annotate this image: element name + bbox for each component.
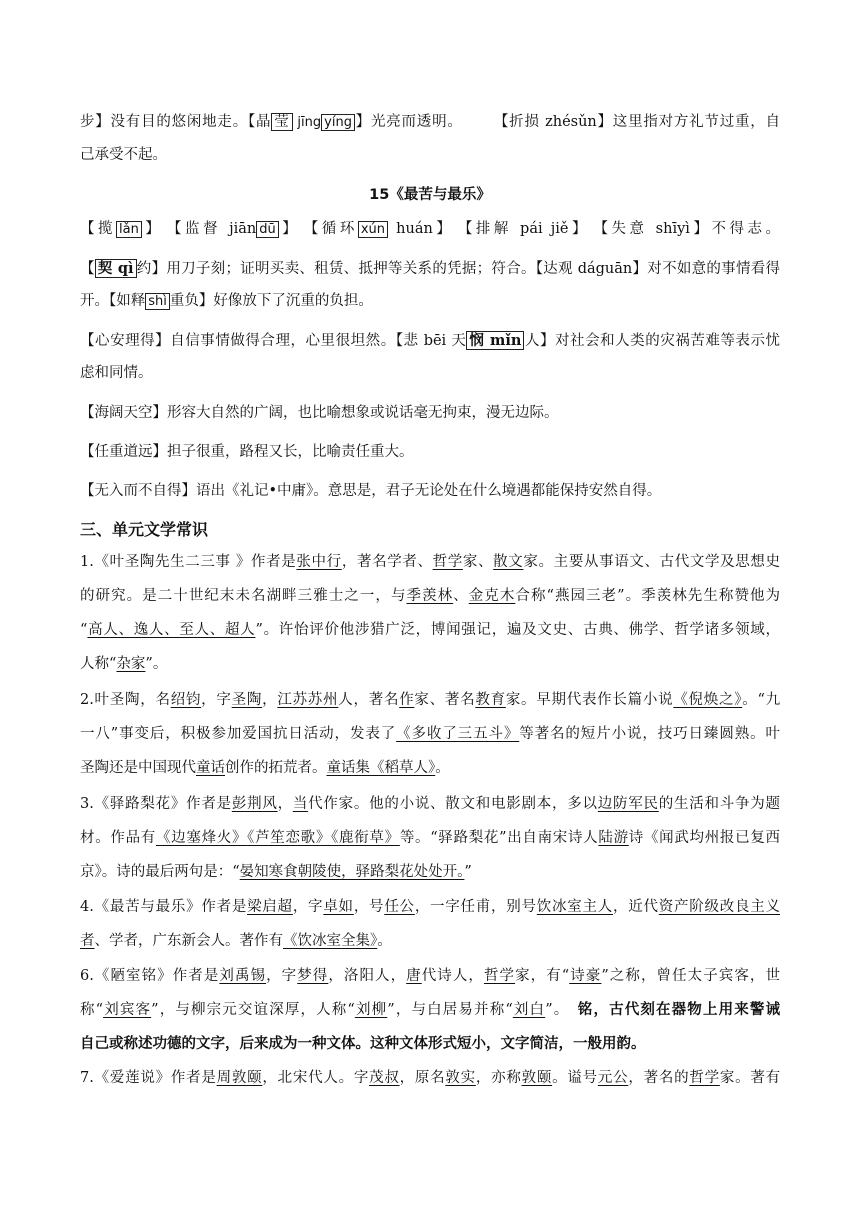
glossary-line: 己承受不起。: [80, 147, 167, 163]
text-line: 圣陶还是中国现代童话创作的拓荒者。童话集《稻草人》。: [80, 760, 450, 776]
boxed-pinyin: lǎn: [116, 221, 142, 238]
glossary-line: 【揽 lǎn 】 【监督 jiān dū 】 【循环 xún huán】 【排解 pái jiě】 【失意 shīyì】不得志。: [80, 221, 781, 237]
boxed-char: 莹: [271, 113, 292, 131]
boxed-pinyin: yíng: [321, 114, 355, 131]
lesson-title: 15《最苦与最乐》: [369, 187, 491, 203]
boxed-char: 契 qì: [95, 259, 137, 278]
glossary-line: 虑和同情。: [80, 365, 153, 381]
text-line: 者、学者，广东新会人。著作有《饮冰室全集》。: [80, 933, 392, 949]
glossary-line: 【 契 qì 约】用刀子刻；证明买卖、租赁、抵押等关系的凭据；符合。【达观 dáguān】对不如意的事情看得: [80, 260, 780, 277]
boxed-pinyin: shì: [145, 293, 170, 310]
text-line: 2.叶圣陶，名绍钧，字圣陶，江苏苏州人，著名作家、著名教育家。早期代表作长篇小说《倪焕之》。“九: [80, 692, 781, 708]
text-line: 一八”事变后，积极参加爱国抗日活动，发表了《多收了三五斗》等著名的短片小说，技巧日臻圆熟。叶: [80, 726, 780, 742]
text-line: 人称“杂家”。: [80, 656, 168, 672]
text-line: “高人、逸人、至人、超人”。许怡评价他涉猎广泛，博闻强记，遍及文史、古典、佛学、哲学诸多领域，: [80, 622, 781, 638]
text-line: 称“刘宾客”，与柳宗元交谊深厚，人称“刘柳”，与白居易并称“刘白”。 铭，古代刻在器物上用来警诫: [80, 1001, 781, 1018]
text-line: 4.《最苦与最乐》作者是梁启超，字卓如，号任公，一字任甫，别号饮冰室主人，近代资产阶级改良主义: [80, 899, 781, 915]
text-line: 6.《陋室铭》作者是刘禹锡，字梦得，洛阳人，唐代诗人，哲学家，有“诗豪”之称，曾任太子宾客，世: [80, 968, 780, 984]
glossary-line: 【心安理得】自信事情做得合理，心里很坦然。【悲 bēi 天 悯 mǐn 人】对社会和人类的灾祸苦难等表示忧: [80, 332, 781, 349]
text-line: 3.《驿路梨花》作者是彭荆风，当代作家。他的小说、散文和电影剧本，多以边防军民的生活和斗争为题: [80, 796, 781, 812]
boxed-char: 悯 mǐn: [466, 331, 524, 350]
glossary-line: 开。【如释 shì 重负】好像放下了沉重的负担。: [80, 293, 373, 309]
text-line: 材。作品有《边塞烽火》《芦笙恋歌》《鹿衔草》等。“驿路梨花”出自南宋诗人陆游诗《闻武均州报已复西: [80, 830, 781, 846]
glossary-line: 步】没有目的悠闲地走。【晶 莹 jīng yíng 】光亮而透明。 【折损 zhésǔn】这里指对方礼节过重，自: [80, 114, 780, 130]
text-line: 1.《叶圣陶先生二三事 》作者是张中行，著名学者、哲学家、散文家。主要从事语文、古代文学及思想史: [80, 554, 781, 570]
glossary-line: 【海阔天空】形容大自然的广阔，也比喻想象或说话毫无拘束，漫无边际。: [80, 405, 559, 421]
text-line: 的研究。是二十世纪末未名湖畔三雅士之一，与季羡林、金克木合称“燕园三老”。季羡林先生称赞他为: [80, 588, 781, 604]
glossary-line: 【无入而不自得】语出《礼记•中庸》。意思是，君子无论处在什么境遇都能保持安然自得。: [80, 483, 662, 499]
text-line: 7.《爱莲说》作者是周敦颐，北宋代人。字茂叔，原名敦实，亦称敦颐。谥号元公，著名的哲学家。著有: [80, 1070, 781, 1086]
text-line: 京》。诗的最后两句是：“晏知寒食朝陵使，驿路梨花处处开。”: [80, 864, 472, 880]
section-heading: 三、单元文学常识: [80, 520, 209, 539]
glossary-line: 【任重道远】担子很重，路程又长，比喻责任重大。: [80, 444, 414, 460]
text-line-bold: 自己或称述功德的文字，后来成为一种文体。这种文体形式短小，文字简洁，一般用韵。: [80, 1035, 646, 1052]
boxed-pinyin: dū: [256, 221, 279, 238]
boxed-pinyin: xún: [358, 221, 388, 238]
